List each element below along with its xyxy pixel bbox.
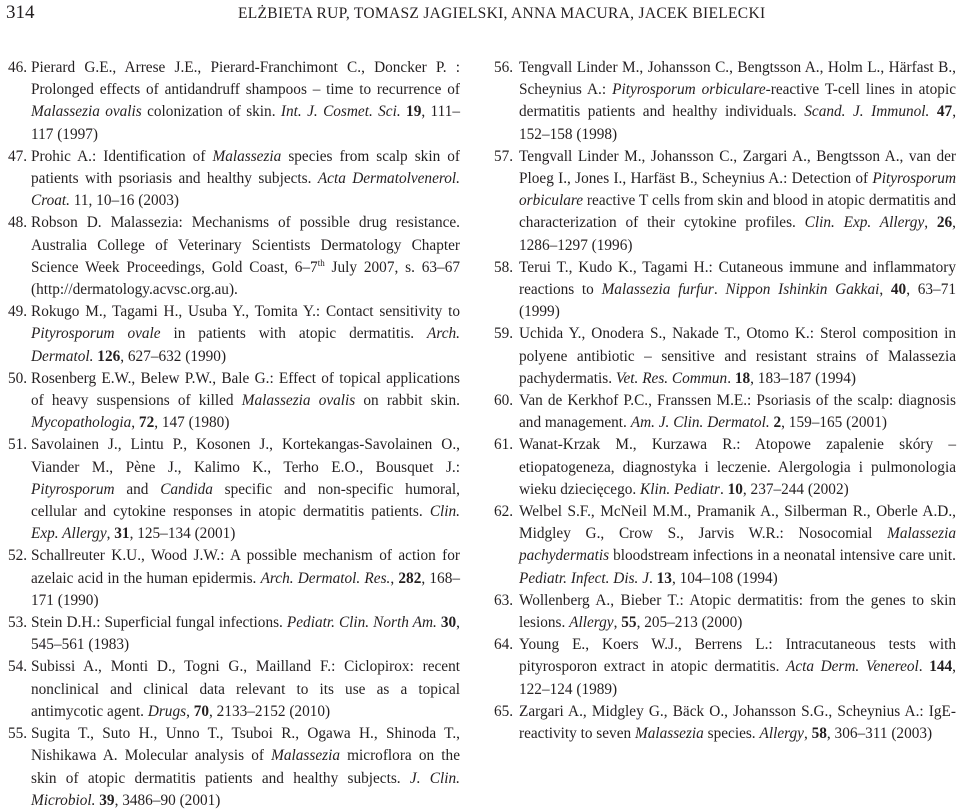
reference-number: 51. bbox=[8, 436, 28, 454]
text-segment: Schallreuter K.U., Wood J.W.: A possible mechanism of action for azelaic acid in the human epidermis. bbox=[31, 547, 460, 587]
text-segment: Zargari A., Midgley G., Bäck O., Johansson S.G., Scheynius A.: IgE-reactivity to seven bbox=[519, 702, 956, 743]
reference-text bbox=[519, 701, 956, 745]
reference-text bbox=[31, 146, 460, 213]
text-segment: , 168–171 (1990) bbox=[31, 569, 460, 609]
volume-number: 282 bbox=[398, 569, 422, 587]
reference-text bbox=[519, 146, 956, 257]
text-segment: and bbox=[114, 480, 161, 498]
volume-number: 2 bbox=[773, 414, 782, 432]
text-segment: July 2007, s. 63–67 (http://dermatology.acvsc.org.au). bbox=[31, 258, 460, 299]
text-segment: Young E., Koers W.J., Berrens L.: Intracutaneous tests with pityrosporon extract in atopic dermatitis. bbox=[519, 636, 956, 676]
reference-text bbox=[31, 545, 460, 612]
text-segment: , 147 (1980) bbox=[154, 414, 230, 432]
italic-segment: Arch. Dermatol. Res. bbox=[260, 569, 391, 587]
text-segment: Wanat-Krzak M., Kurzawa R.: Atopowe zapalenie skóry – etiopatogeneza, diagnostyka i leczenie. Alergologia i pulmonologia wieku dziecięcego. bbox=[519, 436, 956, 498]
text-segment: reactive T cells from skin and blood in atopic dermatitis and characterization of their cytokine profiles. bbox=[519, 192, 956, 232]
italic-segment: Pityrosporum ovale bbox=[31, 325, 161, 343]
italic-segment: Malassezia furfur bbox=[601, 281, 714, 299]
reference-entry bbox=[494, 57, 956, 146]
volume-number: 10 bbox=[727, 480, 743, 498]
italic-segment: Clin. Exp. Allergy bbox=[31, 503, 460, 543]
text-segment: Sugita T., Suto H., Unno T., Tsuboi R., Ogawa H., Shinoda T., Nishikawa A. Molecular analysis of bbox=[31, 725, 460, 765]
text-segment: , 152–158 (1998) bbox=[519, 103, 957, 143]
reference-text bbox=[519, 57, 956, 146]
text-segment: colonization of skin. bbox=[141, 103, 281, 121]
reference-number: 59. bbox=[494, 325, 514, 343]
text-segment: , 306–311 (2003) bbox=[826, 725, 933, 743]
text-segment: Van de Kerkhof P.C., Franssen M.E.: Psoriasis of the scalp: diagnosis and management. bbox=[519, 392, 956, 432]
running-head-authors: ELŻBIETA RUP, TOMASZ JAGIELSKI, ANNA MACURA, JACEK BIELECKI bbox=[238, 5, 766, 22]
reference-number: 49. bbox=[8, 303, 28, 321]
italic-segment: Am. J. Clin. Dermatol. bbox=[630, 414, 770, 432]
reference-entry bbox=[8, 212, 460, 301]
text-segment: . bbox=[719, 480, 728, 498]
reference-number: 54. bbox=[8, 658, 28, 676]
reference-text bbox=[519, 323, 956, 390]
volume-number: 26 bbox=[936, 214, 953, 232]
text-segment: , 545–561 (1983) bbox=[31, 614, 460, 654]
reference-text bbox=[31, 656, 460, 723]
reference-number: 65. bbox=[494, 702, 514, 720]
reference-number: 61. bbox=[494, 436, 514, 454]
reference-number: 58. bbox=[494, 258, 514, 276]
italic-segment: Arch. Dermatol. bbox=[31, 325, 460, 365]
text-segment: Uchida Y., Onodera S., Nakade T., Otomo K.: Sterol composition in polyene antibiotic – sensitive and resistant strains of Malassezia pachydermatis. bbox=[519, 325, 956, 387]
text-segment: , 237–244 (2002) bbox=[742, 480, 849, 498]
reference-entry bbox=[8, 612, 460, 656]
text-segment: Welbel S.F., McNeil M.M., Pramanik A., Silberman R., Oberle A.D., Midgley G., Crow S., Jarvis W.R.: Nosocomial bbox=[519, 503, 956, 543]
reference-text bbox=[519, 590, 956, 634]
text-segment: . bbox=[713, 281, 726, 299]
reference-text bbox=[31, 612, 460, 656]
reference-entry bbox=[494, 390, 956, 434]
text-segment: in patients with atopic dermatitis. bbox=[160, 325, 427, 343]
volume-number: 58 bbox=[811, 725, 827, 743]
text-segment: species. bbox=[703, 725, 760, 743]
volume-number: 19 bbox=[406, 103, 422, 121]
text-segment: , 104–108 (1994) bbox=[671, 569, 778, 587]
text-segment: , 1286–1297 (1996) bbox=[519, 214, 956, 254]
reference-text bbox=[519, 434, 956, 501]
reference-entry bbox=[8, 656, 460, 723]
text-segment: Stein D.H.: Superficial fungal infections. bbox=[31, 614, 287, 632]
reference-text bbox=[519, 390, 956, 434]
italic-segment: Vet. Res. Commun bbox=[615, 369, 728, 387]
italic-segment: Clin. Exp. Allergy bbox=[804, 214, 925, 232]
text-segment: , 159–165 (2001) bbox=[781, 414, 887, 432]
reference-number: 55. bbox=[8, 725, 28, 743]
volume-number: 70 bbox=[193, 702, 210, 720]
italic-segment: J. Clin. Microbiol. bbox=[31, 769, 460, 809]
italic-segment: Mycopathologia bbox=[31, 414, 132, 432]
text-segment: Rokugo M., Tagami H., Usuba Y., Tomita Y.: Contact sensitivity to bbox=[31, 303, 460, 321]
text-segment: on rabbit skin. bbox=[355, 392, 460, 410]
text-segment: , 627–632 (1990) bbox=[120, 347, 227, 365]
reference-entry bbox=[8, 301, 460, 368]
text-segment: , bbox=[613, 614, 622, 632]
reference-text bbox=[31, 723, 460, 812]
text-segment: , 205–213 (2000) bbox=[636, 614, 743, 632]
text-segment: , bbox=[879, 281, 891, 299]
reference-entry bbox=[8, 434, 460, 545]
text-segment: bloodstream infections in a neonatal intensive care unit. bbox=[609, 547, 956, 565]
text-segment: 11, 10–16 (2003) bbox=[69, 192, 180, 210]
italic-segment: Malassezia ovalis bbox=[241, 392, 356, 410]
italic-segment: Malassezia ovalis bbox=[31, 103, 142, 121]
reference-text bbox=[31, 368, 460, 435]
text-segment: Tengvall Linder M., Johansson C., Zargari A., Bengtsson A., van der Ploeg I., Jones I., Harfäst B., Scheynius A.: Detection of bbox=[519, 147, 956, 188]
reference-entry bbox=[8, 545, 460, 612]
reference-entry bbox=[8, 57, 460, 146]
reference-text bbox=[31, 57, 460, 146]
reference-entry bbox=[8, 146, 460, 213]
text-segment: , 122–124 (1989) bbox=[519, 658, 956, 698]
volume-number: 13 bbox=[656, 569, 672, 587]
italic-segment: Klin. Pediatr bbox=[640, 480, 720, 498]
references-left-column bbox=[8, 57, 460, 812]
italic-segment: Pityrosporum orbiculare bbox=[519, 170, 956, 210]
reference-entry bbox=[494, 323, 956, 390]
reference-entry bbox=[494, 634, 956, 701]
reference-number: 60. bbox=[494, 392, 514, 410]
italic-segment: Malassezia pachydermatis bbox=[519, 525, 956, 565]
text-segment: microflora on the skin of atopic dermatitis patients and healthy subjects. bbox=[31, 747, 460, 787]
reference-number: 63. bbox=[494, 591, 514, 609]
volume-number: 55 bbox=[621, 614, 637, 632]
italic-segment: Nippon Ishinkin Gakkai bbox=[725, 281, 880, 299]
italic-segment: Allergy bbox=[759, 725, 804, 743]
text-segment: . bbox=[918, 658, 930, 676]
reference-entry bbox=[494, 501, 956, 590]
reference-number: 64. bbox=[494, 636, 514, 654]
text-segment: Savolainen J., Lintu P., Kosonen J., Kortekangas-Savolainen O., Viander M., Pène J., Kalimo K., Terho E.O., Bousquet J.: bbox=[31, 436, 460, 476]
text-segment: Tengvall Linder M., Johansson C., Bengtsson A., Holm L., Härfast B., Scheynius A.: bbox=[519, 59, 956, 99]
text-segment: , bbox=[106, 525, 115, 543]
reference-entry bbox=[8, 723, 460, 812]
text-segment: , 2133–2152 (2010) bbox=[209, 702, 331, 720]
italic-segment: Allergy bbox=[569, 614, 614, 632]
reference-text bbox=[31, 301, 460, 368]
reference-entry bbox=[494, 701, 956, 745]
italic-segment: Pityrosporum bbox=[31, 480, 115, 498]
text-segment: , 63–71 (1999) bbox=[519, 281, 956, 321]
italic-segment: Pediatr. Infect. Dis. J bbox=[519, 569, 649, 587]
text-segment: , 183–187 (1994) bbox=[750, 369, 856, 387]
text-segment bbox=[929, 103, 937, 120]
volume-number: 47 bbox=[936, 103, 953, 121]
italic-segment: Malassezia bbox=[212, 147, 282, 165]
text-segment: , 111–117 (1997) bbox=[31, 103, 460, 143]
reference-number: 62. bbox=[494, 503, 514, 521]
text-segment: Subissi A., Monti D., Togni G., Mailland F.: Ciclopirox: recent nonclinical and clinical data relevant to its use as a topical antimycotic agent. bbox=[31, 658, 460, 720]
reference-entry bbox=[8, 368, 460, 435]
reference-text bbox=[519, 634, 956, 701]
text-segment: species from scalp skin of patients with psoriasis and healthy subjects. bbox=[31, 147, 460, 188]
italic-segment: Candida bbox=[160, 480, 213, 498]
italic-segment: Scand. J. Immunol. bbox=[804, 103, 930, 121]
text-segment: -reactive T-cell lines in atopic dermatitis patients and healthy individuals. bbox=[519, 81, 956, 121]
text-segment: Pierard G.E., Arrese J.E., Pierard-Franchimont C., Doncker P. : Prolonged effects of antidandruff shampoos – time to recurrence of bbox=[31, 59, 460, 99]
text-segment: specific and non-specific humoral, cellular and cytokine responses in atopic dermatitis patients. bbox=[31, 480, 460, 521]
italic-segment: Pityrosporum orbiculare bbox=[612, 81, 766, 99]
italic-segment: Acta Dermatolvenerol. Croat. bbox=[31, 170, 460, 210]
text-segment: Prohic A.: Identification of bbox=[31, 147, 213, 165]
reference-entry bbox=[494, 257, 956, 324]
italic-segment: Malassezia bbox=[634, 725, 704, 743]
text-segment: . bbox=[649, 569, 657, 587]
volume-number: 144 bbox=[929, 658, 953, 676]
italic-segment: Pediatr. Clin. North Am. bbox=[286, 614, 437, 632]
reference-entry bbox=[494, 590, 956, 634]
reference-number: 50. bbox=[8, 369, 28, 387]
reference-number: 57. bbox=[494, 147, 514, 165]
volume-number: 72 bbox=[138, 414, 155, 432]
reference-number: 48. bbox=[8, 214, 28, 232]
volume-number: 126 bbox=[97, 347, 121, 365]
italic-segment: Acta Derm. Venereol bbox=[785, 658, 919, 676]
superscript: th bbox=[317, 257, 325, 268]
volume-number: 18 bbox=[734, 369, 751, 387]
volume-number: 39 bbox=[99, 791, 115, 809]
italic-segment: Malassezia bbox=[271, 747, 340, 765]
reference-text bbox=[519, 501, 956, 590]
volume-number: 40 bbox=[890, 281, 907, 299]
reference-number: 46. bbox=[8, 59, 28, 76]
text-segment: , bbox=[803, 725, 812, 743]
volume-number: 31 bbox=[114, 525, 130, 543]
text-segment: , 3486–90 (2001) bbox=[114, 791, 221, 809]
italic-segment: Drugs bbox=[147, 702, 187, 720]
reference-number: 56. bbox=[494, 59, 514, 76]
volume-number: 30 bbox=[440, 614, 457, 632]
text-segment: , bbox=[924, 214, 937, 232]
reference-entry bbox=[494, 146, 956, 257]
reference-entry bbox=[494, 434, 956, 501]
page-number: 314 bbox=[6, 2, 35, 23]
reference-text bbox=[31, 212, 460, 301]
text-segment: Wollenberg A., Bieber T.: Atopic dermatitis: from the genes to skin lesions. bbox=[519, 591, 956, 632]
text-segment: Terui T., Kudo K., Tagami H.: Cutaneous immune and inflammatory reactions to bbox=[519, 258, 956, 299]
reference-number: 47. bbox=[8, 147, 28, 165]
italic-segment: Int. J. Cosmet. Sci. bbox=[280, 103, 401, 121]
running-header bbox=[0, 0, 960, 32]
reference-text bbox=[31, 434, 460, 545]
reference-number: 52. bbox=[8, 547, 28, 565]
text-segment: Robson D. Malassezia: Mechanisms of possible drug resistance. Australia College of Veterinary Scientists Dermatology Chapter Science Week Proceedings, Gold Coast, 6–7 bbox=[31, 214, 460, 276]
text-segment: , bbox=[131, 414, 139, 432]
reference-number: 53. bbox=[8, 614, 28, 632]
text-segment: , bbox=[390, 569, 399, 587]
references-right-column bbox=[494, 57, 956, 745]
text-segment: , bbox=[186, 702, 194, 720]
text-segment: Rosenberg E.W., Belew P.W., Bale G.: Effect of topical applications of heavy suspensions of killed bbox=[31, 369, 460, 410]
text-segment: , 125–134 (2001) bbox=[129, 525, 236, 543]
reference-text bbox=[519, 257, 956, 324]
text-segment: . bbox=[727, 369, 735, 387]
